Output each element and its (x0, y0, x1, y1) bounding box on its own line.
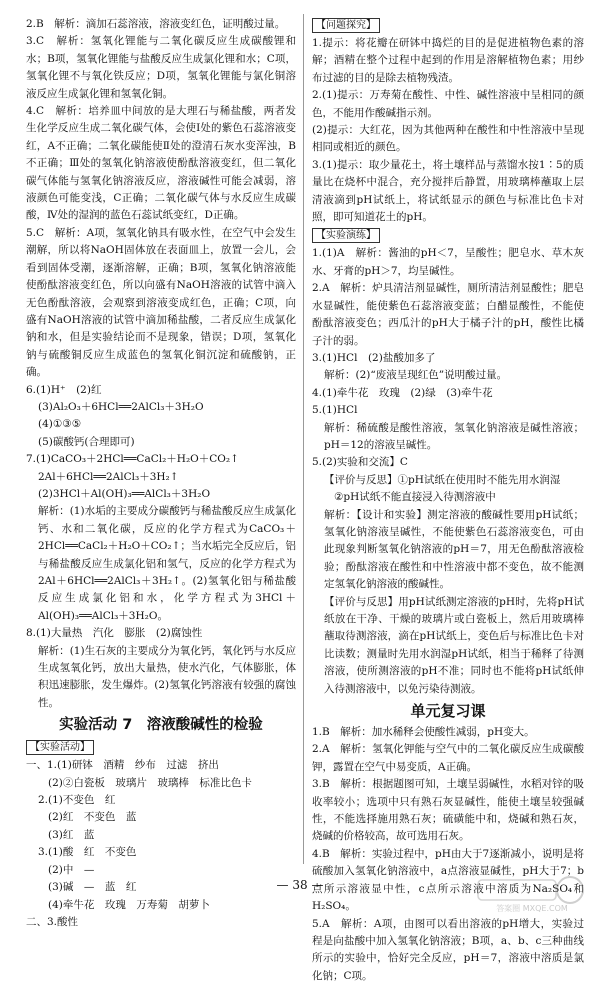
answer-7-eq2: 2Al＋6HCl══2AlCl₃＋3H₂↑ (26, 469, 296, 486)
answer-5: 5.C 解析：A项，氢氧化钠具有吸水性，在空气中会发生潮解，所以将NaOH固体放在表面皿上，放置一会儿，会看到固体受潮，逐渐溶解，正确；B项，氢氧化钠溶液能使酚酞溶液变红色，所以向盛有NaOH溶液的试管中滴入无色酚酞溶液，会观察到溶液变成红色，正确；C项，向盛有NaOH溶液的试管中滴加稀盐酸，二者反应生成氯化钠和水，但是实验结论而不是现象，错误；D项，氢氧化钠与硫酸铜反应生成蓝色的氢氧化铜沉淀和硫酸钠，正确。 (26, 225, 296, 382)
right-answers-part2 (312, 245, 584, 698)
page-number: — 38 — (0, 878, 600, 892)
watermark-logo-icon (472, 874, 592, 914)
review-answer-5: 5.A 解析：A项，由图可以看出溶液的pH增大，实验过程是向盐酸中加入氢氧化钠溶液；B项，a、b、c三种曲线所示的实验中，恰好完全反应，pH＝7，溶液中溶质是氯化钠；C项。 (312, 916, 584, 985)
right-answers-part3 (312, 724, 584, 985)
answer-3: 3.C 解析：氢氧化锂能与二氧化碳反应生成碳酸锂和水；B项，氢氧化锂能与盐酸反应生成氯化锂和水；C项，氢氧化锂不与氧化铁反应；D项，氢氧化锂能与氯化铜溶液反应生成氯化锂和氢氧化铜。 (26, 33, 296, 103)
answer-7-explanation: 解析：(1)水垢的主要成分碳酸钙与稀盐酸反应生成氯化钙、水和二氧化碳，反应的化学方程式为CaCO₃＋2HCl══CaCl₂＋H₂O＋CO₂↑；当水垢完全反应后，铝与稀盐酸反应生成氯化铝和氢气，反应的化学方程式为2Al＋6HCl══2AlCl₃＋3H₂↑。(2)氢氧化铝与稀盐酸反应生成氯化铝和水，化学方程式为3HCl＋Al(OH)₃══AlCl₃＋3H₂O。 (26, 503, 296, 625)
left-answers-part2 (26, 757, 296, 931)
unit-review-title: 单元复习课 (312, 700, 584, 722)
practice-answer-3: 3.(1)HCl (2)盐酸加多了 (312, 350, 584, 367)
right-answers-part1 (312, 35, 584, 226)
review-answer-4: 4.B 解析：实验过程中，pH由大于7逐渐减小，说明是将硫酸加入氢氧化钠溶液中，a点溶液显碱性，pH大于7；b点所示溶液显中性，c点所示溶液中溶质为Na₂SO₄和H₂SO₄。 (312, 846, 584, 916)
problem-exploration-label: 【问题探究】 (312, 18, 380, 33)
activity-answer-2-1: 2.(1)不变色 红 (26, 792, 296, 809)
activity-title: 实验活动 7 溶液酸碱性的检验 (26, 714, 296, 736)
review-answer-1: 1.B 解析：加水稀释会使酸性减弱，pH变大。 (312, 724, 584, 741)
answer-6-3: (3)Al₂O₃＋6HCl══2AlCl₃＋3H₂O (26, 399, 296, 416)
answer-6-4: (4)①③⑤ (26, 416, 296, 433)
practice-answer-5-explanation: 解析：稀硫酸是酸性溶液，氢氧化钠溶液是碱性溶液；pH＝12的溶液呈碱性。 (312, 420, 584, 455)
explore-answer-3: 3.(1)提示：取少量花土，将土壤样品与蒸馏水按1∶5的质量比在烧杯中混合，充分搅拌后静置，用玻璃棒蘸取上层清液滴到pH试纸上，将试纸显示的颜色与标准比色卡对照，即可知道花土的pH。 (312, 157, 584, 227)
experiment-practice-label: 【实验演练】 (312, 228, 380, 243)
evaluation-reflection-2: ②pH试纸不能直接浸入待测溶液中 (312, 489, 584, 506)
left-answers-part1 (26, 16, 296, 712)
answer-8-explanation: 解析：(1)生石灰的主要成分为氧化钙，氧化钙与水反应生成氢氧化钙，放出大量热，使水汽化，气体膨胀，体积迅速膨胀，发生爆炸。(2)氢氧化钙溶液有较强的腐蚀性。 (26, 643, 296, 713)
practice-answer-5-1: 5.(1)HCl (312, 402, 584, 419)
answer-4: 4.C 解析：培养皿中间放的是大理石与稀盐酸，两者发生化学反应生成二氧化碳气体，会使Ⅰ处的紫色石蕊溶液变红，A不正确；二氧化碳能使Ⅱ处的澄清石灰水变浑浊，B不正确；Ⅲ处的氢氧化钠溶液使酚酞溶液变红，但二氧化碳气体能与氢氧化钠溶液反应，溶液碱性可能会减弱，溶液颜色可能变浅，C正确；二氧化碳气体与水反应生成碳酸，Ⅳ处的湿润的蓝色石蕊试纸变红，D正确。 (26, 103, 296, 225)
practice-answer-1: 1.(1)A 解析：酱油的pH＜7，呈酸性；肥皂水、草木灰水、牙膏的pH＞7，均呈碱性。 (312, 245, 584, 280)
practice-answer-3-explanation: 解析：(2)“废液呈现红色”说明酸过量。 (312, 367, 584, 384)
left-column (26, 16, 296, 931)
review-answer-2: 2.A 解析：氢氧化钾能与空气中的二氧化碳反应生成碳酸钾，露置在空气中易变质，A正确。 (312, 741, 584, 776)
column-divider (303, 14, 304, 864)
right-column (312, 16, 584, 985)
activity-answer-1: 一、1.(1)研钵 酒精 纱布 过滤 挤出 (26, 757, 296, 774)
activity-answer-2-2: (2)红 不变色 蓝 (26, 809, 296, 826)
answer-7-2: (2)3HCl＋Al(OH)₃══AlCl₃＋3H₂O (26, 486, 296, 503)
experiment-activity-label: 【实验活动】 (26, 740, 94, 755)
activity-answer-1-2: (2)②白瓷板 玻璃片 玻璃棒 标准比色卡 (26, 775, 296, 792)
evaluation-reflection-1: 【评价与反思】①pH试纸在使用时不能先用水润湿 (312, 472, 584, 489)
answer-8: 8.(1)大量热 汽化 膨胀 (2)腐蚀性 (26, 625, 296, 642)
answer-2: 2.B 解析：滴加石蕊溶液，溶液变红色，证明酸过量。 (26, 16, 296, 33)
practice-answer-4: 4.(1)牵牛花 玫瑰 (2)绿 (3)牵牛花 (312, 385, 584, 402)
answer-6: 6.(1)H⁺ (2)红 (26, 382, 296, 399)
answer-7: 7.(1)CaCO₃＋2HCl══CaCl₂＋H₂O＋CO₂↑ (26, 451, 296, 468)
answer-6-5: (5)碳酸钙(合理即可) (26, 434, 296, 451)
activity-answer-3-1: 3.(1)酸 红 不变色 (26, 844, 296, 861)
activity-answer-part2: 二、3.酸性 (26, 914, 296, 931)
activity-answer-3-2: (2)中 — (26, 862, 296, 879)
practice-answer-5-reflection-explanation: 【评价与反思】用pH试纸测定溶液的pH时，先将pH试纸放在干净、干燥的玻璃片或白瓷板上，然后用玻璃棒蘸取待测溶液，滴在pH试纸上，变色后与标准比色卡对比读数；测量时先用水润湿pH试纸，相当于稀释了待测溶液，使所测溶液的pH不准；同时也不能将pH试纸伸入待测溶液中，以免污染待测液。 (312, 594, 584, 698)
activity-answer-3-4: (4)牵牛花 玫瑰 万寿菊 胡萝卜 (26, 897, 296, 914)
review-answer-3: 3.B 解析：根据题图可知，土壤呈弱碱性，水稻对锌的吸收率较小；选项中只有熟石灰显碱性，能使土壤呈较强碱性，不能选择施用熟石灰；硫磺能中和，烧碱和熟石灰，烧碱的价格较高，故可选用石灰。 (312, 776, 584, 846)
explore-answer-2-1: 2.(1)提示：万寿菊在酸性、中性、碱性溶液中呈相同的颜色，不能用作酸碱指示剂。 (312, 87, 584, 122)
activity-answer-3-3: (3)碱 — 蓝 红 (26, 879, 296, 896)
explore-answer-2-2: (2)提示：大红花，因为其他两种在酸性和中性溶液中呈现相同或相近的颜色。 (312, 122, 584, 157)
answer-circle-logo-watermark (472, 874, 592, 914)
watermark-text: 答案圈 MXQE.COM (496, 903, 568, 913)
practice-answer-5-2: 5.(2)实验和交流】C (312, 454, 584, 471)
explore-answer-1: 1.提示：将花瓣在研钵中捣烂的目的是促进植物色素的溶解；酒精在整个过程中起到的作用是溶解植物色素；用纱布过滤的目的是除去植物残渣。 (312, 35, 584, 87)
practice-answer-2: 2.A 解析：炉具清洁剂显碱性，厕所清洁剂显酸性；肥皂水显碱性，能使紫色石蕊溶液变蓝；白醋显酸性，不能使酚酞溶液变色；西瓜汁的pH大于橘子汁的pH，酸性比橘子汁的弱。 (312, 280, 584, 350)
activity-answer-2-3: (3)红 蓝 (26, 827, 296, 844)
practice-answer-5-design-explanation: 解析：【设计和实验】测定溶液的酸碱性要用pH试纸；氢氧化钠溶液呈碱性，不能使紫色石蕊溶液变色，可由此现象判断氢氧化钠溶液的pH＝7，用无色酚酞溶液检验；酚酞溶液在酸性和中性溶液中都不变色，故不能测定氢氧化钠溶液的酸碱性。 (312, 507, 584, 594)
